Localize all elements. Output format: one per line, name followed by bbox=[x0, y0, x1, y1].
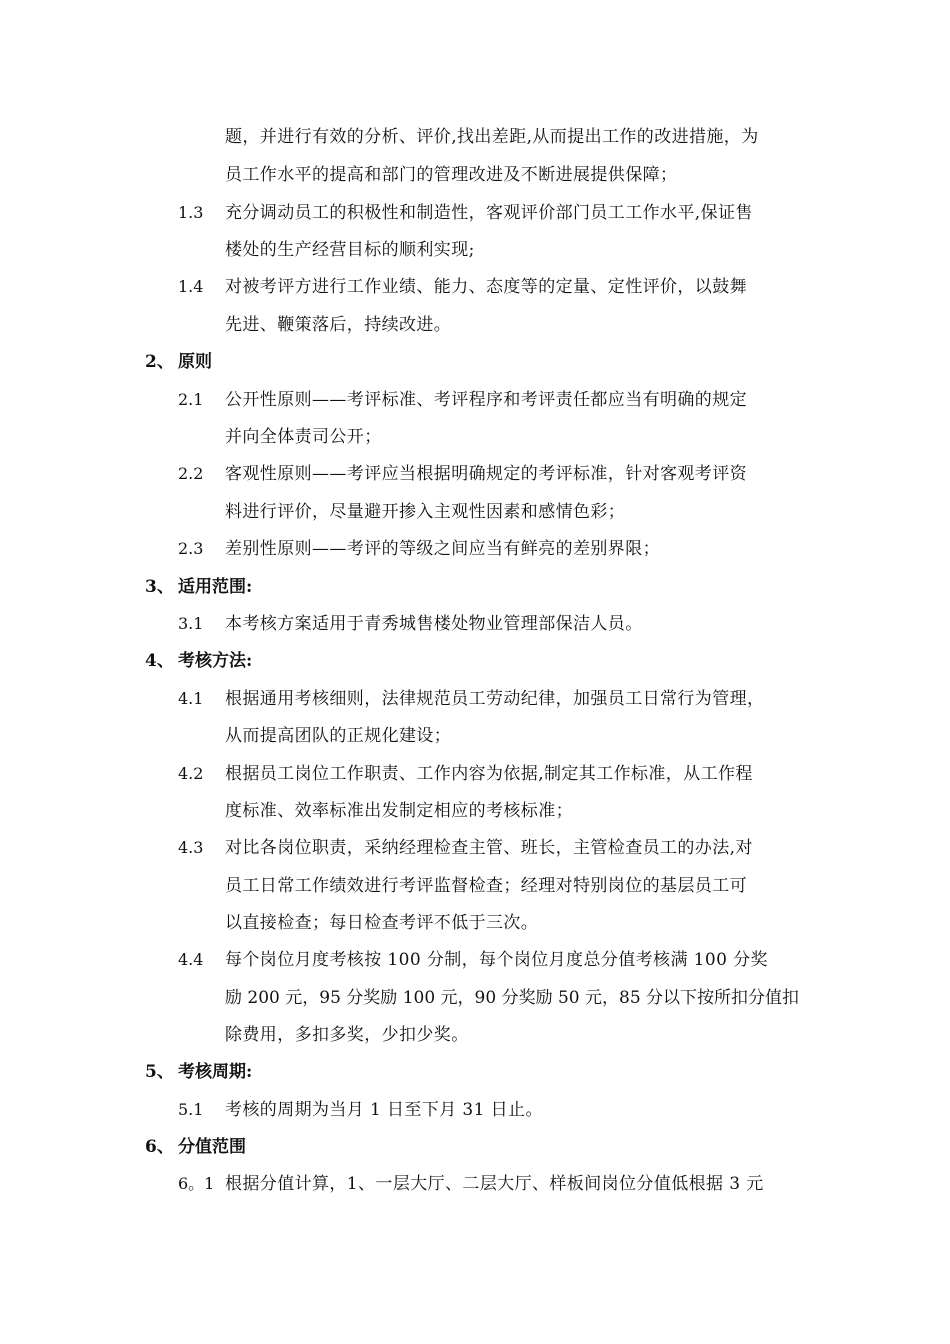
item-number: 5.1 bbox=[178, 1100, 204, 1119]
text-line: 先进、鞭策落后，持续改进。 bbox=[225, 315, 452, 335]
item-number: 1.3 bbox=[178, 203, 204, 222]
text-line: 题，并进行有效的分析、评价,找出差距,从而提出工作的改进措施，为 bbox=[225, 127, 759, 147]
text-line: 励 200 元，95 分奖励 100 元，90 分奖励 50 元，85 分以下按所扣分值扣 bbox=[225, 988, 800, 1008]
text-line: 公开性原则——考评标准、考评程序和考评责任都应当有明确的规定 bbox=[225, 390, 747, 410]
text-line: 并向全体责司公开； bbox=[225, 427, 382, 447]
text-line: 以直接检查；每日检查考评不低于三次。 bbox=[225, 913, 539, 933]
text-line: 从而提高团队的正规化建设； bbox=[225, 726, 452, 746]
text-line: 考核的周期为当月 1 日至下月 31 日止。 bbox=[225, 1100, 543, 1120]
text-line: 料进行评价，尽量避开掺入主观性因素和感情色彩； bbox=[225, 502, 626, 522]
section-heading: 考核方法: bbox=[178, 651, 253, 671]
section-heading: 适用范围: bbox=[178, 577, 253, 597]
item-number: 4.4 bbox=[178, 950, 204, 969]
section-heading: 考核周期: bbox=[178, 1062, 253, 1082]
item-number: 4.3 bbox=[178, 838, 204, 857]
item-number: 2.1 bbox=[178, 390, 204, 409]
text-line: 根据通用考核细则，法律规范员工劳动纪律，加强员工日常行为管理， bbox=[225, 689, 765, 709]
section-heading: 原则 bbox=[178, 352, 212, 372]
text-line: 充分调动员工的积极性和制造性，客观评价部门员工工作水平,保证售 bbox=[225, 203, 753, 223]
item-number: 1.4 bbox=[178, 277, 204, 296]
text-line: 差别性原则——考评的等级之间应当有鲜亮的差别界限； bbox=[225, 539, 660, 559]
section-number: 3、 bbox=[145, 577, 174, 597]
text-line: 根据员工岗位工作职责、工作内容为依据,制定其工作标准，从工作程 bbox=[225, 764, 753, 784]
text-line: 楼处的生产经营目标的顺利实现; bbox=[225, 240, 475, 260]
item-number: 4.2 bbox=[178, 764, 204, 783]
text-line: 度标准、效率标准出发制定相应的考核标准； bbox=[225, 801, 573, 821]
text-line: 除费用，多扣多奖，少扣少奖。 bbox=[225, 1025, 469, 1045]
item-number: 3.1 bbox=[178, 614, 204, 633]
text-line: 客观性原则——考评应当根据明确规定的考评标准，针对客观考评资 bbox=[225, 464, 747, 484]
section-number: 4、 bbox=[145, 651, 174, 671]
item-number: 2.2 bbox=[178, 464, 204, 483]
text-line: 对比各岗位职责，采纳经理检查主管、班长，主管检查员工的办法,对 bbox=[225, 838, 753, 858]
item-number: 4.1 bbox=[178, 689, 204, 708]
text-line: 根据分值计算，1、一层大厅、二层大厅、样板间岗位分值低根据 3 元 bbox=[225, 1174, 764, 1194]
item-number: 2.3 bbox=[178, 539, 204, 558]
section-number: 6、 bbox=[145, 1137, 174, 1157]
section-number: 5、 bbox=[145, 1062, 174, 1082]
text-line: 每个岗位月度考核按 100 分制，每个岗位月度总分值考核满 100 分奖 bbox=[225, 950, 768, 970]
text-line: 本考核方案适用于青秀城售楼处物业管理部保洁人员。 bbox=[225, 614, 643, 634]
section-number: 2、 bbox=[145, 352, 174, 372]
item-number: 6。1 bbox=[178, 1174, 215, 1193]
section-heading: 分值范围 bbox=[178, 1137, 246, 1157]
text-line: 员工作水平的提高和部门的管理改进及不断进展提供保障； bbox=[225, 165, 678, 185]
text-line: 对被考评方进行工作业绩、能力、态度等的定量、定性评价，以鼓舞 bbox=[225, 277, 747, 297]
text-line: 员工日常工作绩效进行考评监督检查；经理对特别岗位的基层员工可 bbox=[225, 876, 747, 896]
